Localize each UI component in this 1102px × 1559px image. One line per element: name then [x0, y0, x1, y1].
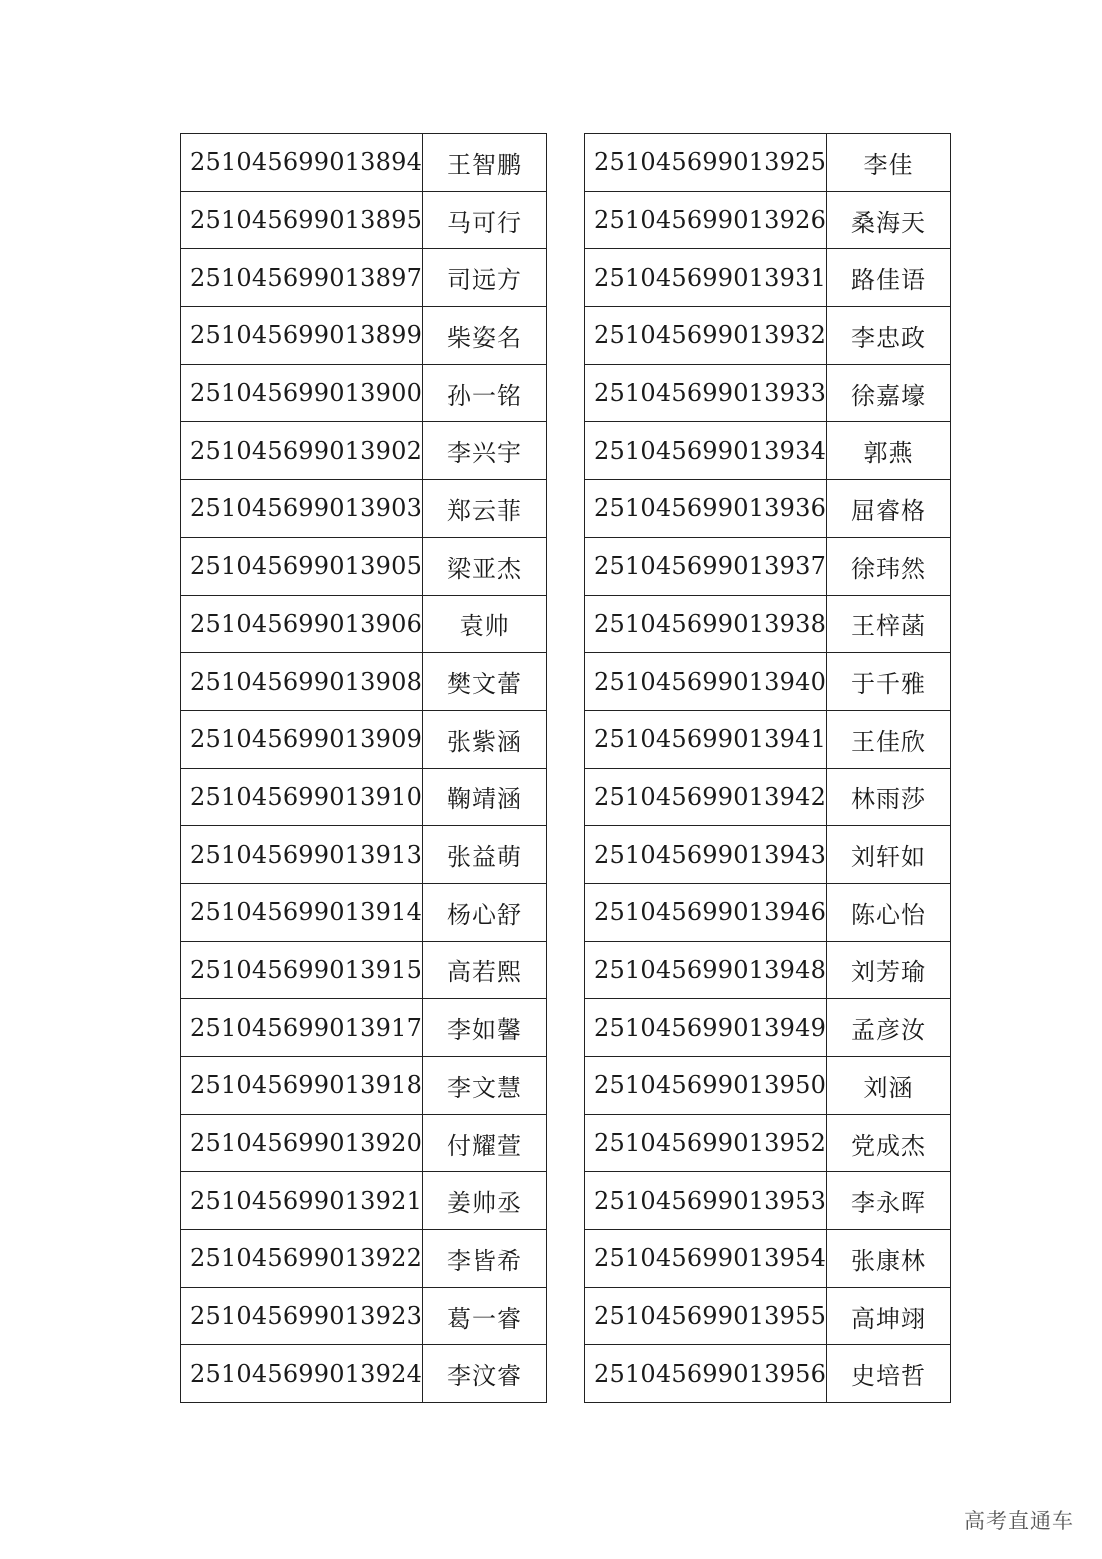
- student-name-cell: 李汶睿: [423, 1345, 547, 1403]
- table-row: [585, 480, 951, 538]
- table-row: [181, 595, 547, 653]
- exam-number-cell: 251045699013900: [181, 364, 423, 422]
- exam-number-cell: 251045699013946: [585, 883, 827, 941]
- exam-number-cell: 251045699013938: [585, 595, 827, 653]
- exam-number-cell: 251045699013937: [585, 537, 827, 595]
- exam-number-cell: 251045699013940: [585, 653, 827, 711]
- student-name-cell: 王智鹏: [423, 134, 547, 192]
- table-row: [181, 1114, 547, 1172]
- table-row: [585, 1057, 951, 1115]
- student-name-cell: 梁亚杰: [423, 537, 547, 595]
- table-row: [181, 768, 547, 826]
- exam-number-cell: 251045699013950: [585, 1057, 827, 1115]
- roster-table-right: [584, 133, 951, 1403]
- student-name-cell: 马可行: [423, 191, 547, 249]
- exam-number-cell: 251045699013914: [181, 883, 423, 941]
- table-row: [585, 249, 951, 307]
- exam-number-cell: 251045699013933: [585, 364, 827, 422]
- student-name-cell: 李忠政: [827, 307, 951, 365]
- table-row: [585, 537, 951, 595]
- student-name-cell: 司远方: [423, 249, 547, 307]
- table-row: [181, 883, 547, 941]
- exam-number-cell: 251045699013906: [181, 595, 423, 653]
- table-row: [181, 1345, 547, 1403]
- roster-table-left: [180, 133, 547, 1403]
- table-row: [585, 364, 951, 422]
- table-row: [181, 1287, 547, 1345]
- table-row: [585, 826, 951, 884]
- exam-number-cell: 251045699013921: [181, 1172, 423, 1230]
- student-name-cell: 李如馨: [423, 999, 547, 1057]
- student-name-cell: 林雨莎: [827, 768, 951, 826]
- table-row: [181, 249, 547, 307]
- exam-number-cell: 251045699013953: [585, 1172, 827, 1230]
- table-row: [585, 1230, 951, 1288]
- table-row: [585, 422, 951, 480]
- exam-number-cell: 251045699013932: [585, 307, 827, 365]
- table-row: [181, 307, 547, 365]
- exam-number-cell: 251045699013922: [181, 1230, 423, 1288]
- student-name-cell: 杨心舒: [423, 883, 547, 941]
- exam-number-cell: 251045699013942: [585, 768, 827, 826]
- student-name-cell: 张紫涵: [423, 710, 547, 768]
- table-row: [181, 364, 547, 422]
- student-name-cell: 路佳语: [827, 249, 951, 307]
- student-name-cell: 鞠靖涵: [423, 768, 547, 826]
- student-name-cell: 党成杰: [827, 1114, 951, 1172]
- student-name-cell: 刘芳瑜: [827, 941, 951, 999]
- exam-number-cell: 251045699013926: [585, 191, 827, 249]
- exam-number-cell: 251045699013955: [585, 1287, 827, 1345]
- exam-number-cell: 251045699013905: [181, 537, 423, 595]
- student-name-cell: 王佳欣: [827, 710, 951, 768]
- table-row: [181, 826, 547, 884]
- watermark-text: 高考直通车: [964, 1509, 1074, 1533]
- student-name-cell: 屈睿格: [827, 480, 951, 538]
- table-row: [181, 999, 547, 1057]
- student-name-cell: 高坤翊: [827, 1287, 951, 1345]
- student-name-cell: 张康林: [827, 1230, 951, 1288]
- table-row: [585, 191, 951, 249]
- table-row: [181, 1230, 547, 1288]
- exam-number-cell: 251045699013913: [181, 826, 423, 884]
- table-row: [585, 1287, 951, 1345]
- exam-number-cell: 251045699013956: [585, 1345, 827, 1403]
- student-name-cell: 郭燕: [827, 422, 951, 480]
- exam-number-cell: 251045699013923: [181, 1287, 423, 1345]
- student-name-cell: 张益萌: [423, 826, 547, 884]
- student-name-cell: 李皆希: [423, 1230, 547, 1288]
- student-name-cell: 史培哲: [827, 1345, 951, 1403]
- exam-number-cell: 251045699013936: [585, 480, 827, 538]
- exam-number-cell: 251045699013954: [585, 1230, 827, 1288]
- student-name-cell: 孙一铭: [423, 364, 547, 422]
- student-name-cell: 于千雅: [827, 653, 951, 711]
- student-name-cell: 姜帅丞: [423, 1172, 547, 1230]
- student-name-cell: 陈心怡: [827, 883, 951, 941]
- student-name-cell: 李永晖: [827, 1172, 951, 1230]
- table-row: [585, 1114, 951, 1172]
- table-row: [585, 941, 951, 999]
- table-row: [181, 480, 547, 538]
- student-name-cell: 高若熙: [423, 941, 547, 999]
- table-row: [585, 134, 951, 192]
- student-name-cell: 袁帅: [423, 595, 547, 653]
- table-row: [585, 768, 951, 826]
- exam-number-cell: 251045699013909: [181, 710, 423, 768]
- exam-number-cell: 251045699013897: [181, 249, 423, 307]
- table-row: [585, 307, 951, 365]
- exam-number-cell: 251045699013952: [585, 1114, 827, 1172]
- student-name-cell: 葛一睿: [423, 1287, 547, 1345]
- exam-number-cell: 251045699013931: [585, 249, 827, 307]
- student-name-cell: 徐嘉壕: [827, 364, 951, 422]
- exam-number-cell: 251045699013895: [181, 191, 423, 249]
- student-name-cell: 孟彦汝: [827, 999, 951, 1057]
- exam-number-cell: 251045699013899: [181, 307, 423, 365]
- exam-number-cell: 251045699013943: [585, 826, 827, 884]
- table-row: [181, 1172, 547, 1230]
- exam-number-cell: 251045699013894: [181, 134, 423, 192]
- student-name-cell: 郑云菲: [423, 480, 547, 538]
- exam-number-cell: 251045699013918: [181, 1057, 423, 1115]
- table-row: [585, 653, 951, 711]
- table-row: [181, 653, 547, 711]
- exam-number-cell: 251045699013908: [181, 653, 423, 711]
- exam-number-cell: 251045699013920: [181, 1114, 423, 1172]
- table-row: [181, 941, 547, 999]
- student-name-cell: 徐玮然: [827, 537, 951, 595]
- exam-number-cell: 251045699013917: [181, 999, 423, 1057]
- student-name-cell: 桑海天: [827, 191, 951, 249]
- student-name-cell: 李文慧: [423, 1057, 547, 1115]
- exam-number-cell: 251045699013924: [181, 1345, 423, 1403]
- table-row: [585, 999, 951, 1057]
- table-row: [181, 710, 547, 768]
- exam-number-cell: 251045699013902: [181, 422, 423, 480]
- table-row: [181, 537, 547, 595]
- exam-number-cell: 251045699013949: [585, 999, 827, 1057]
- student-name-cell: 付耀萱: [423, 1114, 547, 1172]
- table-row: [181, 1057, 547, 1115]
- exam-number-cell: 251045699013915: [181, 941, 423, 999]
- student-name-cell: 刘涵: [827, 1057, 951, 1115]
- table-row: [181, 422, 547, 480]
- exam-number-cell: 251045699013925: [585, 134, 827, 192]
- student-name-cell: 柴姿名: [423, 307, 547, 365]
- exam-number-cell: 251045699013934: [585, 422, 827, 480]
- table-row: [181, 191, 547, 249]
- student-name-cell: 李兴宇: [423, 422, 547, 480]
- student-name-cell: 樊文蕾: [423, 653, 547, 711]
- student-name-cell: 李佳: [827, 134, 951, 192]
- table-row: [585, 883, 951, 941]
- exam-number-cell: 251045699013910: [181, 768, 423, 826]
- table-row: [585, 595, 951, 653]
- table-row: [585, 1172, 951, 1230]
- student-name-cell: 刘轩如: [827, 826, 951, 884]
- exam-number-cell: 251045699013903: [181, 480, 423, 538]
- exam-number-cell: 251045699013948: [585, 941, 827, 999]
- table-row: [585, 1345, 951, 1403]
- student-name-cell: 王梓菡: [827, 595, 951, 653]
- exam-number-cell: 251045699013941: [585, 710, 827, 768]
- table-row: [181, 134, 547, 192]
- table-row: [585, 710, 951, 768]
